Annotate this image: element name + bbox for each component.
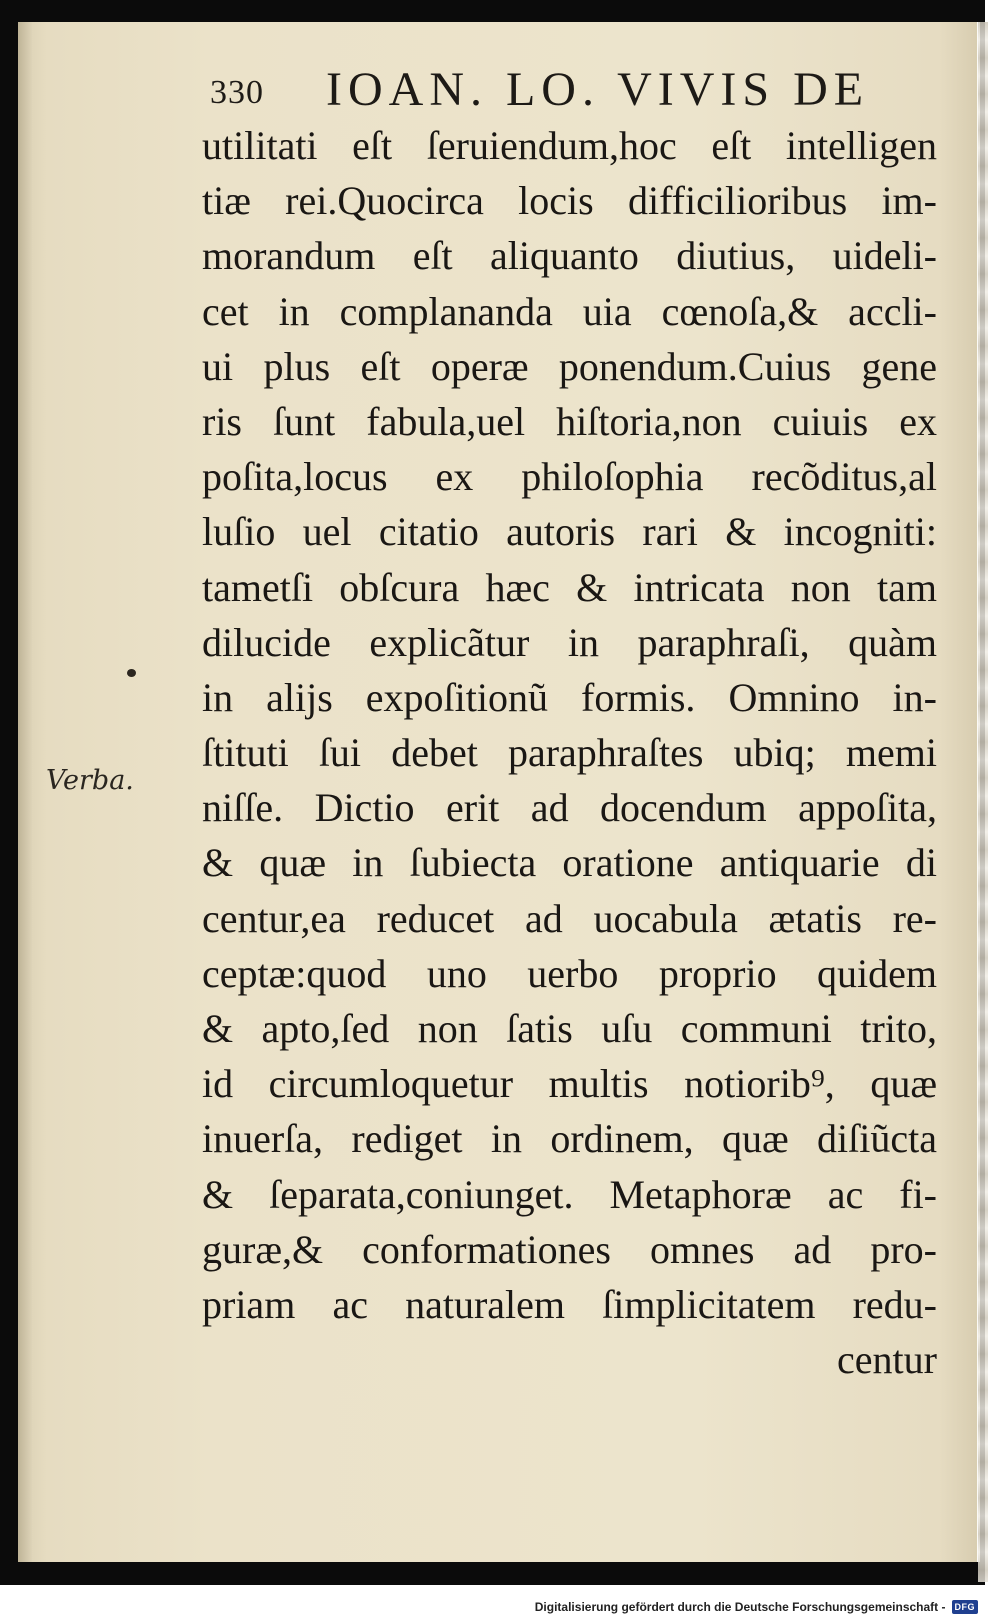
text-line: & apto,ſed non ſatis uſu communi trito, xyxy=(202,1006,937,1051)
text-line: cet in complananda uia cœnoſa,& accli- xyxy=(202,288,937,334)
text-line: priam ac naturalem ſimplicitatem redu- xyxy=(202,1281,937,1327)
text-line: luſio uel citatio autoris rari & incogniti: xyxy=(202,509,937,555)
text-line: centur,ea reducet ad uocabula ætatis re- xyxy=(202,895,937,941)
page-number: 330 xyxy=(210,74,264,111)
text-line: guræ,& conformationes omnes ad pro- xyxy=(202,1226,937,1272)
ink-mark xyxy=(127,669,136,677)
page-header xyxy=(210,62,930,122)
text-line: dilucide explicãtur in paraphraſi, quàm xyxy=(202,619,937,665)
marginal-note: Verba. xyxy=(46,765,134,796)
text-line: ceptæ:quod uno uerbo proprio quidem xyxy=(202,950,937,996)
text-line: tametſi obſcura hæc & intricata non tam xyxy=(202,564,937,610)
page-edge-strip xyxy=(978,22,988,1582)
text-line: id circumloquetur multis notiorib⁹, quæ xyxy=(202,1061,937,1107)
text-line: & ſeparata,coniunget. Metaphoræ ac fi- xyxy=(202,1171,937,1217)
text-line: niſſe. Dictio erit ad docendum appoſita, xyxy=(202,785,937,831)
text-line: & quæ in ſubiecta oratione antiquarie di xyxy=(202,840,937,886)
catchword: centur xyxy=(837,1337,937,1383)
text-line: inuerſa, rediget in ordinem, quæ diſiũcta xyxy=(202,1116,937,1162)
text-line: tiæ rei.Quocirca locis difficilioribus im- xyxy=(202,178,937,224)
text-line: in alijs expoſitionũ formis. Omnino in- xyxy=(202,674,937,720)
running-head: IOAN. LO. VIVIS DE xyxy=(326,63,870,116)
footer xyxy=(535,1596,978,1618)
body-text xyxy=(202,118,937,1387)
footer-credit: Digitalisierung gefördert durch die Deutsche Forschungsgemeinschaft - xyxy=(534,1600,946,1614)
text-line: ui plus eſt operæ ponendum.Cuius gene xyxy=(202,343,937,389)
page-gutter-shadow xyxy=(18,22,32,1562)
dfg-logo-icon: DFG xyxy=(952,1600,979,1614)
text-line: utilitati eſt ſeruiendum,hoc eſt intelligen xyxy=(202,123,937,168)
text-line: ris ſunt fabula,uel hiſtoria,non cuiuis ex xyxy=(202,398,937,444)
text-line: morandum eſt aliquanto diutius, uideli- xyxy=(202,233,937,279)
text-line: ſtituti ſui debet paraphraſtes ubiq; memi xyxy=(202,730,937,776)
text-line: poſita,locus ex philoſophia recõditus,al xyxy=(202,454,937,500)
